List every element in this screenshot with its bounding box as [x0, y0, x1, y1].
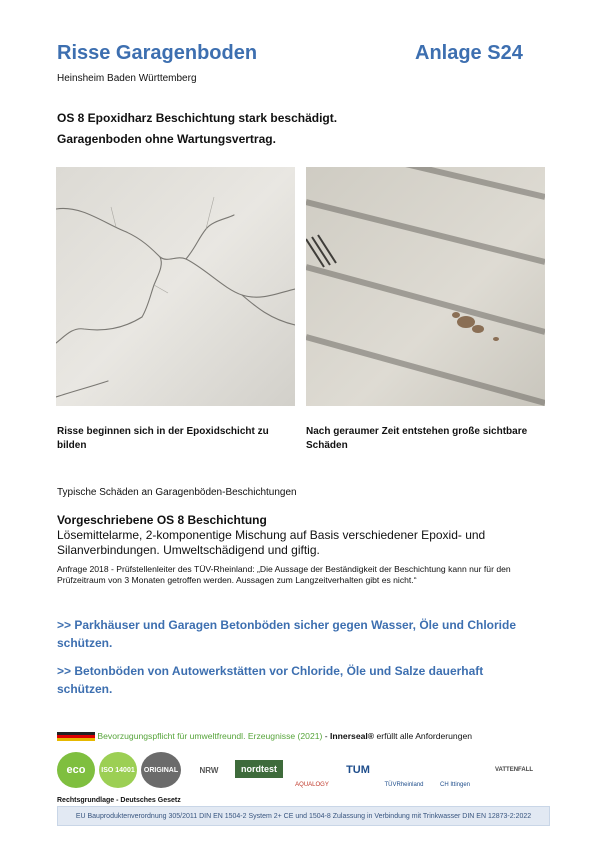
photo-cracked-floor	[56, 167, 295, 406]
iso-14001-logo: ISO 14001	[99, 752, 137, 788]
photo-caption-1: Risse beginnen sich in der Epoxidschicht zu bilden	[57, 426, 269, 451]
brand-name: Innerseal®	[330, 731, 375, 741]
legal-basis: Rechtsgrundlage - Deutsches Gesetz	[57, 797, 181, 804]
band-dash: -	[322, 731, 331, 741]
original-seal-logo: ORIGINAL	[141, 752, 181, 788]
federal-eagle-icon	[57, 732, 95, 741]
band-rest: erfüllt alle Anforderungen	[374, 731, 473, 741]
aqualogy-logo: AQUALOGY	[295, 782, 329, 788]
link-workshop-protection[interactable]: >> Betonböden von Autowerkstätten vor Chloride, Öle und Salze dauerhaft schützen.	[57, 664, 484, 696]
spec-title: Vorgeschriebene OS 8 Beschichtung	[57, 513, 267, 527]
photo-caption-2: Nach geraumer Zeit entstehen große sichtbare Schäden	[306, 426, 528, 451]
page-title: Risse Garagenboden	[57, 42, 258, 64]
tuv-note: Anfrage 2018 - Prüfstellenleiter des TÜV-Rheinland: „Die Aussage der Beständigkeit der Beschichtung kann nur für den Prüfzeitraum von 3 Monaten getroffen werden. Aussagen zum Langzeitverhalten gibt es nicht.“	[57, 564, 511, 585]
annex-label: Anlage S24	[415, 42, 523, 64]
nordtest-logo: nordtest	[235, 760, 283, 778]
regulation-footer	[57, 806, 550, 826]
intro-line-1: OS 8 Epoxidharz Beschichtung stark beschädigt.	[57, 111, 338, 125]
location-text: Heinsheim Baden Württemberg	[57, 73, 197, 84]
typical-damage-text: Typische Schäden an Garagenböden-Beschichtungen	[57, 487, 297, 498]
certification-logos	[57, 752, 547, 792]
tum-logo: TUM	[346, 764, 370, 776]
nrw-logo: NRW	[199, 765, 219, 775]
eco-logo: eco	[57, 752, 95, 788]
spec-body: Lösemittelarme, 2-komponentige Mischung auf Basis verschiedener Epoxid- und Silanverbindungen. Umweltschädigend und giftig.	[57, 528, 486, 557]
vattenfall-logo: VATTENFALL	[494, 767, 534, 773]
photo-damaged-floor	[306, 167, 545, 406]
link-parking-protection[interactable]: >> Parkhäuser und Garagen Betonböden sicher gegen Wasser, Öle und Chloride schützen.	[57, 618, 517, 650]
regulation-text: EU Bauproduktenverordnung 305/2011 DIN EN 1504-2 System 2+ CE und 1504-8 Zulassung in Verbindung mit Trinkwasser DIN EN 12873-2:2022	[75, 812, 532, 820]
eco-requirement-band	[57, 731, 547, 741]
tuv-rheinland-logo: TÜVRheinland	[384, 782, 424, 788]
eco-requirement-text: Bevorzugungspflicht für umweltfreundl. Erzeugnisse (2021)	[97, 731, 323, 741]
ch-logo: CH Ittingen	[439, 782, 470, 788]
intro-line-2: Garagenboden ohne Wartungsvertrag.	[57, 132, 276, 146]
